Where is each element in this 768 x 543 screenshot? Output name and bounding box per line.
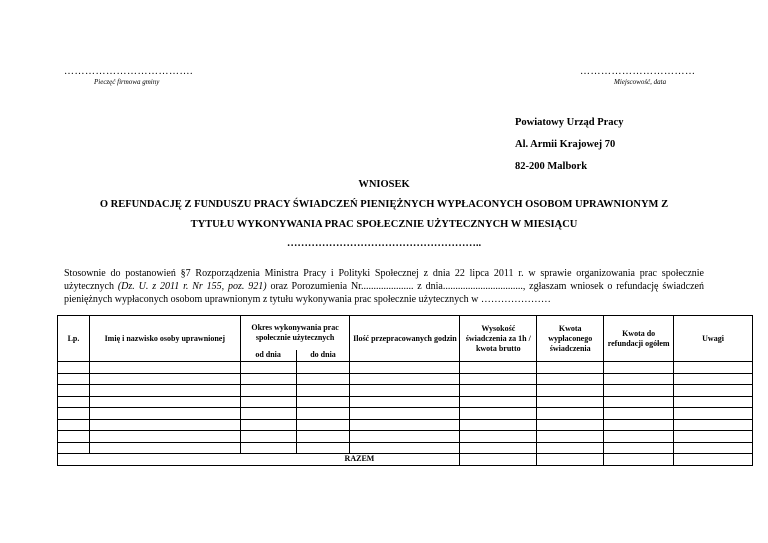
- cell[interactable]: [674, 431, 753, 443]
- cell[interactable]: [89, 431, 240, 443]
- cell[interactable]: [240, 419, 296, 431]
- header-hours: Ilość przepracowanych godzin: [350, 316, 460, 362]
- cell[interactable]: [460, 385, 537, 397]
- cell[interactable]: [350, 431, 460, 443]
- cell[interactable]: [674, 362, 753, 374]
- header-period: Okres wykonywania prac społecznie użytecznych: [240, 316, 350, 350]
- header-from: od dnia: [240, 350, 296, 362]
- cell[interactable]: [604, 442, 674, 454]
- cell[interactable]: [296, 362, 350, 374]
- table-row: [58, 442, 753, 454]
- cell[interactable]: [604, 385, 674, 397]
- total-label: RAZEM: [58, 454, 460, 466]
- cell[interactable]: [537, 408, 604, 420]
- cell[interactable]: [240, 385, 296, 397]
- table-header-row: [58, 316, 753, 350]
- cell[interactable]: [460, 454, 537, 466]
- header-lp: Lp.: [58, 316, 90, 362]
- table-row: [58, 373, 753, 385]
- document-title: WNIOSEK: [358, 179, 410, 190]
- cell[interactable]: [674, 454, 753, 466]
- table-total-row: [58, 454, 753, 466]
- header-paid: Kwota wypłaconego świadczenia: [537, 316, 604, 362]
- refund-table: [57, 315, 753, 466]
- cell[interactable]: [604, 454, 674, 466]
- cell[interactable]: [89, 442, 240, 454]
- header-to: do dnia: [296, 350, 350, 362]
- cell[interactable]: [674, 385, 753, 397]
- table-row: [58, 431, 753, 443]
- cell[interactable]: [89, 385, 240, 397]
- cell[interactable]: [296, 431, 350, 443]
- cell[interactable]: [296, 419, 350, 431]
- table-row: [58, 396, 753, 408]
- cell[interactable]: [537, 373, 604, 385]
- cell[interactable]: [89, 362, 240, 374]
- cell[interactable]: [604, 362, 674, 374]
- cell[interactable]: [674, 396, 753, 408]
- cell[interactable]: [350, 373, 460, 385]
- cell[interactable]: [58, 362, 90, 374]
- cell[interactable]: [58, 431, 90, 443]
- cell[interactable]: [537, 442, 604, 454]
- recipient-city: 82-200 Malbork: [515, 161, 588, 172]
- document-subtitle-line1: O REFUNDACJĘ Z FUNDUSZU PRACY ŚWIADCZEŃ PIENIĘŻNYCH WYPŁACONYCH OSOBOM UPRAWNIONYM Z: [99, 199, 669, 210]
- cell[interactable]: [604, 373, 674, 385]
- cell[interactable]: [58, 442, 90, 454]
- cell[interactable]: [240, 396, 296, 408]
- cell[interactable]: [460, 396, 537, 408]
- cell[interactable]: [240, 373, 296, 385]
- cell[interactable]: [350, 419, 460, 431]
- table-row: [58, 419, 753, 431]
- cell[interactable]: [604, 431, 674, 443]
- cell[interactable]: [296, 385, 350, 397]
- cell[interactable]: [460, 362, 537, 374]
- table-row: [58, 362, 753, 374]
- place-date-label: Miejscowość, data: [614, 78, 667, 86]
- header-name: Imię i nazwisko osoby uprawnionej: [89, 316, 240, 362]
- stamp-dots: ……………………………….: [64, 66, 193, 77]
- cell[interactable]: [674, 442, 753, 454]
- cell[interactable]: [537, 419, 604, 431]
- cell[interactable]: [89, 396, 240, 408]
- cell[interactable]: [350, 362, 460, 374]
- stamp-label: Pieczęć firmowa gminy: [94, 78, 160, 86]
- cell[interactable]: [604, 396, 674, 408]
- cell[interactable]: [89, 408, 240, 420]
- cell[interactable]: [89, 419, 240, 431]
- cell[interactable]: [537, 396, 604, 408]
- cell[interactable]: [674, 419, 753, 431]
- header-notes: Uwagi: [674, 316, 753, 362]
- month-dots: ………………………………………………..: [286, 238, 482, 249]
- recipient-office: Powiatowy Urząd Pracy: [515, 117, 624, 128]
- cell[interactable]: [537, 454, 604, 466]
- cell[interactable]: [460, 408, 537, 420]
- cell[interactable]: [537, 431, 604, 443]
- cell[interactable]: [296, 408, 350, 420]
- cell[interactable]: [296, 396, 350, 408]
- cell[interactable]: [58, 385, 90, 397]
- paragraph-citation: (Dz. U. z 2011 r. Nr 155, poz. 921): [117, 281, 267, 292]
- paragraph-part2: oraz Porozumienia Nr..................... z dnia................................, zgłaszam wniosek o refundację świadczeń pieniężnych wypłaconych osobom uprawnionym z tytułu wykonywania prac społecznie użytecznych w …………………: [64, 281, 704, 305]
- header-refund: Kwota do refundacji ogółem: [604, 316, 674, 362]
- cell[interactable]: [460, 419, 537, 431]
- cell[interactable]: [537, 362, 604, 374]
- cell[interactable]: [240, 442, 296, 454]
- cell[interactable]: [350, 442, 460, 454]
- request-paragraph: [64, 267, 704, 306]
- cell[interactable]: [604, 419, 674, 431]
- cell[interactable]: [58, 373, 90, 385]
- place-date-dots: ……………………………: [580, 66, 696, 77]
- cell[interactable]: [460, 431, 537, 443]
- cell[interactable]: [350, 396, 460, 408]
- cell[interactable]: [58, 396, 90, 408]
- document-subtitle-line2: TYTUŁU WYKONYWANIA PRAC SPOŁECZNIE UŻYTECZNYCH W MIESIĄCU: [190, 219, 578, 230]
- cell[interactable]: [58, 419, 90, 431]
- cell[interactable]: [89, 373, 240, 385]
- cell[interactable]: [240, 362, 296, 374]
- cell[interactable]: [537, 385, 604, 397]
- table-row: [58, 385, 753, 397]
- cell[interactable]: [674, 373, 753, 385]
- table-row: [58, 408, 753, 420]
- cell[interactable]: [296, 442, 350, 454]
- cell[interactable]: [460, 373, 537, 385]
- cell[interactable]: [58, 408, 90, 420]
- cell[interactable]: [350, 385, 460, 397]
- paragraph-part1: Stosownie do postanowień §7 Rozporządzenia Ministra Pracy i Polityki Społecznej z dnia 22 lipca 2011 r. w sprawie organizowania prac społecznie użytecznych: [64, 268, 704, 292]
- cell[interactable]: [674, 408, 753, 420]
- cell[interactable]: [460, 442, 537, 454]
- cell[interactable]: [240, 431, 296, 443]
- recipient-street: Al. Armii Krajowej 70: [515, 139, 616, 150]
- cell[interactable]: [350, 408, 460, 420]
- header-rate: Wysokość świadczenia za 1h / kwota brutto: [460, 316, 537, 362]
- cell[interactable]: [604, 408, 674, 420]
- cell[interactable]: [296, 373, 350, 385]
- cell[interactable]: [240, 408, 296, 420]
